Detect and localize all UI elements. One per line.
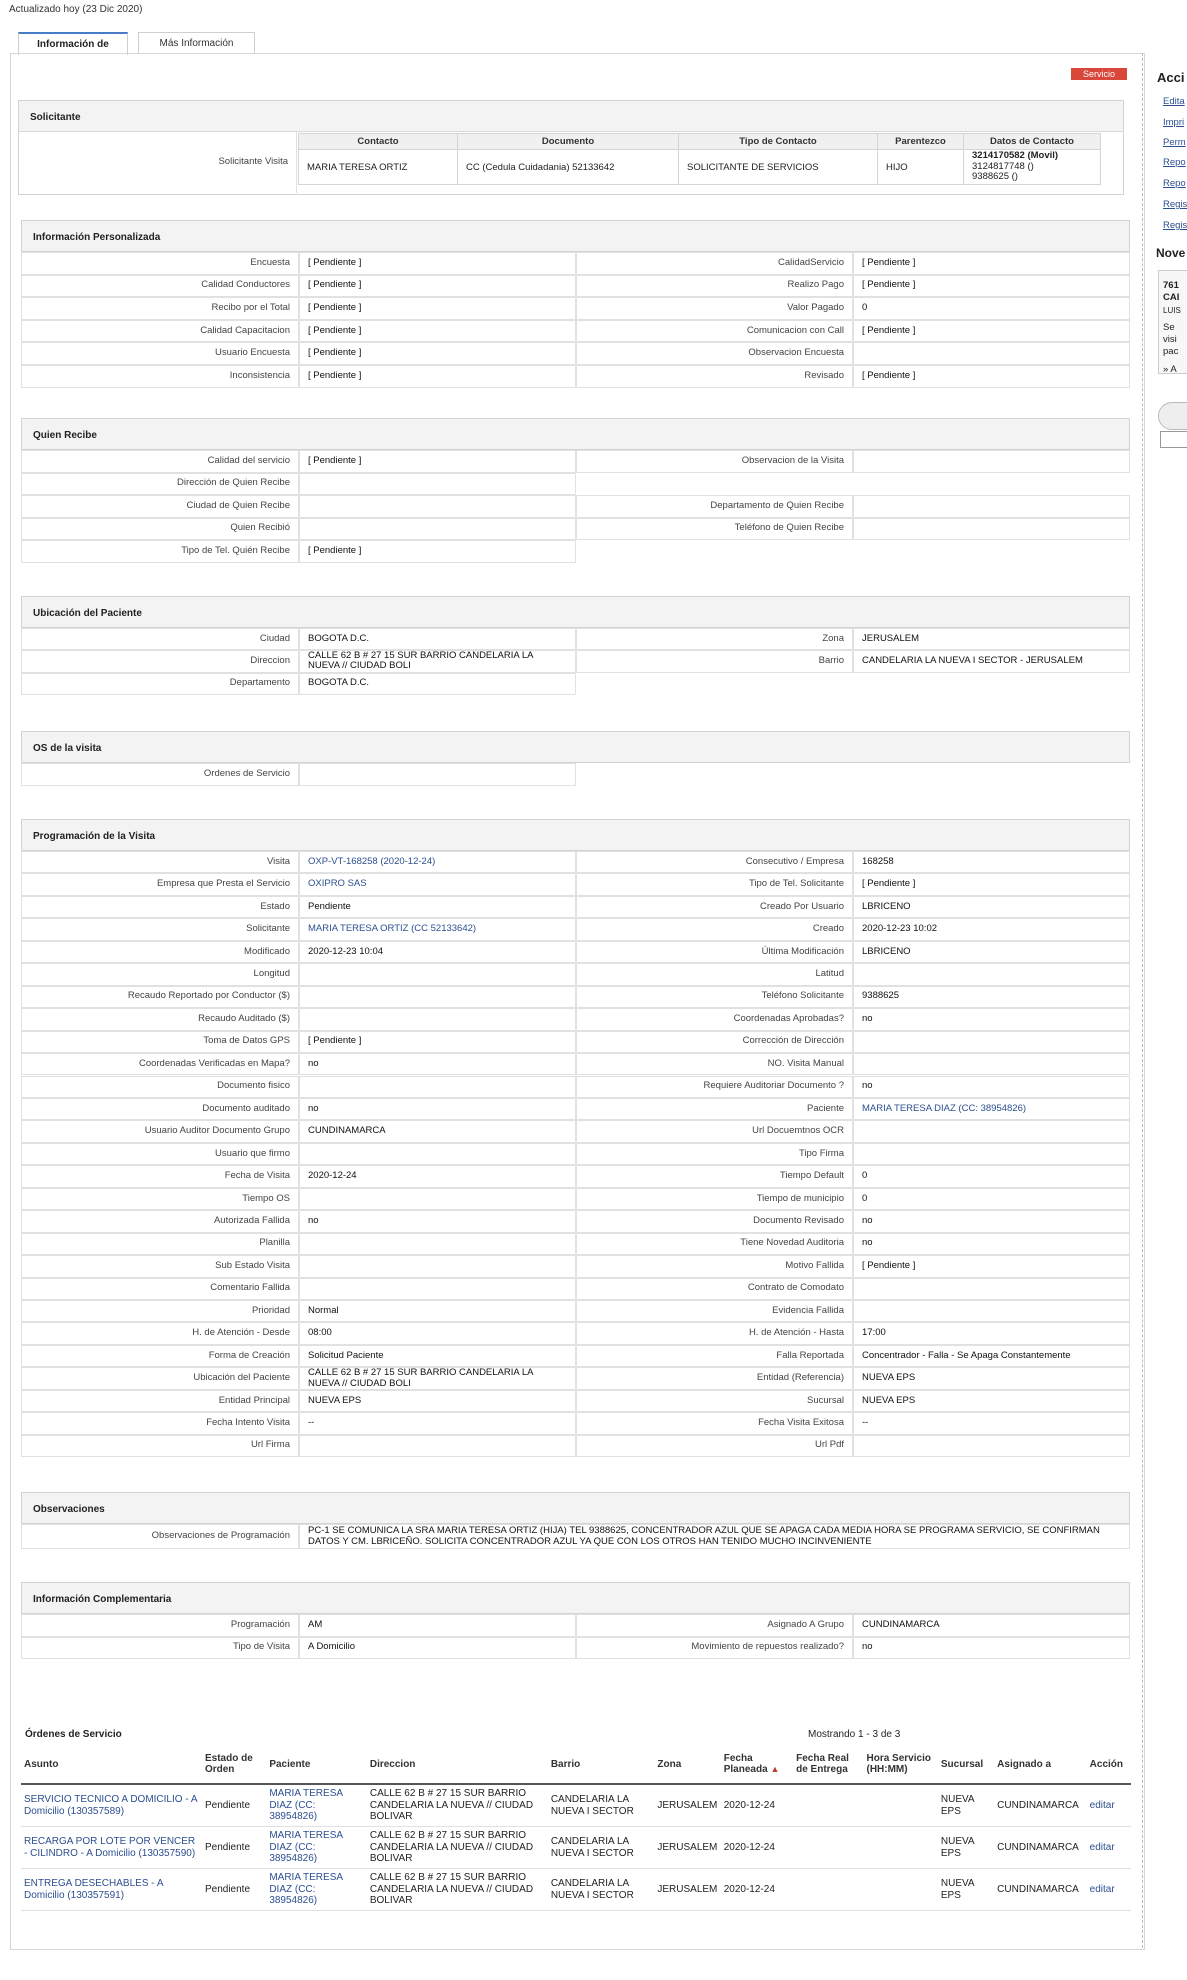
order-asignado-cell: CUNDINAMARCA — [994, 1827, 1086, 1869]
action-link-permisos[interactable]: Perm — [1163, 137, 1186, 148]
field-label: Falla Reportada — [576, 1345, 853, 1367]
updated-text: Actualizado hoy (23 Dic 2020) — [9, 4, 143, 15]
field-value: 168258 — [853, 851, 1130, 873]
col-barrio[interactable]: Barrio — [548, 1745, 655, 1784]
tab-informacion[interactable]: Información de — [18, 32, 128, 55]
field-value: Normal — [299, 1300, 576, 1322]
field-label: Sucursal — [576, 1390, 853, 1412]
col-estado[interactable]: Estado de Orden — [202, 1745, 266, 1784]
field-value: no — [299, 1098, 576, 1120]
field-label: Consecutivo / Empresa — [576, 851, 853, 873]
field-label: Observacion Encuesta — [576, 342, 853, 365]
field-label: Revisado — [576, 365, 853, 388]
order-fecha-cell: 2020-12-24 — [721, 1869, 793, 1911]
field-label: Longitud — [21, 963, 299, 985]
order-real-cell — [793, 1869, 863, 1911]
field-value: [ Pendiente ] — [299, 320, 576, 343]
table-row[interactable] — [21, 1827, 1131, 1869]
field-value: CALLE 62 B # 27 15 SUR BARRIO CANDELARIA LA NUEVA // CIUDAD BOLI — [299, 650, 576, 672]
phone-movil: 3214170582 (Movil) — [972, 150, 1059, 162]
action-link-registro-2[interactable]: Regis — [1163, 220, 1187, 231]
field-value[interactable]: MARIA TERESA ORTIZ (CC 52133642) — [299, 918, 576, 940]
field-value: 08:00 — [299, 1322, 576, 1344]
field-label: Url Firma — [21, 1435, 299, 1457]
field-value: no — [853, 1233, 1130, 1255]
toggle-switch[interactable] — [1158, 402, 1187, 430]
field-value — [853, 518, 1130, 541]
order-estado-cell: Pendiente — [202, 1784, 266, 1827]
field-label: Entidad Principal — [21, 1390, 299, 1412]
section-observaciones — [21, 1492, 1130, 1549]
novedad-text: pac — [1163, 346, 1179, 357]
field-value: [ Pendiente ] — [299, 275, 576, 298]
column-header: Tipo de Contacto — [679, 134, 878, 150]
field-label: Prioridad — [21, 1300, 299, 1322]
order-asignado-cell: CUNDINAMARCA — [994, 1784, 1086, 1827]
field-label: Barrio — [576, 650, 853, 672]
field-label: Coordenadas Aprobadas? — [576, 1008, 853, 1030]
novedades-title: Nove — [1156, 246, 1186, 260]
order-zona-cell: JERUSALEM — [654, 1869, 720, 1911]
order-zona-cell: JERUSALEM — [654, 1784, 720, 1827]
order-accion-cell[interactable]: editar — [1087, 1869, 1131, 1911]
action-link-editar[interactable]: Edita — [1163, 96, 1185, 107]
field-value — [853, 450, 1130, 473]
col-fecha-real[interactable]: Fecha Real de Entrega — [793, 1745, 863, 1784]
field-value: JERUSALEM — [853, 628, 1130, 650]
field-label: Coordenadas Verificadas en Mapa? — [21, 1053, 299, 1075]
table-row[interactable] — [21, 1869, 1131, 1911]
field-value: A Domicilio — [299, 1637, 576, 1660]
field-value[interactable]: MARIA TERESA DIAZ (CC: 38954826) — [853, 1098, 1130, 1120]
field-value: 0 — [853, 1165, 1130, 1187]
field-value: [ Pendiente ] — [299, 540, 576, 563]
field-label: Recaudo Reportado por Conductor ($) — [21, 986, 299, 1008]
column-header: Parentezco — [878, 134, 964, 150]
field-label: Ubicación del Paciente — [21, 1367, 299, 1389]
order-asunto-cell[interactable]: SERVICIO TECNICO A DOMICILIO - A Domicilio (130357589) — [21, 1784, 202, 1827]
field-value — [853, 1300, 1130, 1322]
field-label: Usuario Encuesta — [21, 342, 299, 365]
column-header: Datos de Contacto — [964, 134, 1101, 150]
field-label: Tiempo de municipio — [576, 1188, 853, 1210]
field-label: Recaudo Auditado ($) — [21, 1008, 299, 1030]
field-value: 0 — [853, 1188, 1130, 1210]
field-value — [853, 1278, 1130, 1300]
section-title: Solicitante — [19, 101, 1123, 132]
field-label: Evidencia Fallida — [576, 1300, 853, 1322]
column-header: Contacto — [299, 134, 458, 150]
field-label: Zona — [576, 628, 853, 650]
order-direccion-cell: CALLE 62 B # 27 15 SUR BARRIO CANDELARIA LA NUEVA // CIUDAD BOLIVAR — [367, 1869, 548, 1911]
field-label: Tipo de Tel. Solicitante — [576, 873, 853, 895]
field-label: Teléfono Solicitante — [576, 986, 853, 1008]
field-label: Calidad del servicio — [21, 450, 299, 473]
order-direccion-cell: CALLE 62 B # 27 15 SUR BARRIO CANDELARIA LA NUEVA // CIUDAD BOLIVAR — [367, 1784, 548, 1827]
order-paciente-cell[interactable]: MARIA TERESA DIAZ (CC: 38954826) — [266, 1784, 367, 1827]
solicitante-table — [298, 133, 1101, 185]
field-value: NUEVA EPS — [853, 1390, 1130, 1412]
servicio-badge: Servicio — [1071, 68, 1127, 80]
field-label: H. de Atención - Hasta — [576, 1322, 853, 1344]
field-value: no — [299, 1210, 576, 1232]
section-os-de-la-visita — [21, 731, 1130, 786]
field-label: Observacion de la Visita — [576, 450, 853, 473]
field-value — [299, 963, 576, 985]
order-real-cell — [793, 1827, 863, 1869]
field-label: Fecha Visita Exitosa — [576, 1412, 853, 1434]
section-title: Quien Recibe — [21, 418, 1130, 450]
field-value — [299, 1076, 576, 1098]
order-fecha-cell: 2020-12-24 — [721, 1784, 793, 1827]
datos-contacto-cell — [964, 150, 1101, 185]
field-label: Documento Revisado — [576, 1210, 853, 1232]
section-title: Información Complementaria — [21, 1582, 1130, 1614]
order-sucursal-cell: NUEVA EPS — [938, 1827, 994, 1869]
order-fecha-cell: 2020-12-24 — [721, 1827, 793, 1869]
field-label: Creado Por Usuario — [576, 896, 853, 918]
field-value: BOGOTA D.C. — [299, 628, 576, 650]
field-label: Inconsistencia — [21, 365, 299, 388]
field-label: Tipo de Visita — [21, 1637, 299, 1660]
field-value: [ Pendiente ] — [853, 1255, 1130, 1277]
section-informaci-n-complementaria — [21, 1582, 1130, 1659]
orders-table — [21, 1745, 1131, 1911]
field-value — [299, 763, 576, 786]
field-value — [299, 1233, 576, 1255]
field-value: no — [853, 1076, 1130, 1098]
field-label: Recibo por el Total — [21, 297, 299, 320]
field-label: Ciudad — [21, 628, 299, 650]
section-quien-recibe — [21, 418, 1130, 563]
field-label: Movimiento de repuestos realizado? — [576, 1637, 853, 1660]
field-label: Documento fisico — [21, 1076, 299, 1098]
action-link-registro-1[interactable]: Regis — [1163, 199, 1187, 210]
field-label: Ordenes de Servicio — [21, 763, 299, 786]
field-value: 2020-12-23 10:02 — [853, 918, 1130, 940]
field-value: no — [299, 1053, 576, 1075]
field-label: Paciente — [576, 1098, 853, 1120]
field-value — [853, 963, 1130, 985]
orders-count: Mostrando 1 - 3 de 3 — [808, 1729, 901, 1740]
col-zona[interactable]: Zona — [654, 1745, 720, 1784]
field-label: Asignado A Grupo — [576, 1614, 853, 1637]
action-link-reporte-1[interactable]: Repo — [1163, 157, 1186, 168]
column-header: Documento — [458, 134, 679, 150]
field-value: Solicitud Paciente — [299, 1345, 576, 1367]
field-label: Corrección de Dirección — [576, 1031, 853, 1053]
table-header — [299, 134, 1101, 150]
field-label: Toma de Datos GPS — [21, 1031, 299, 1053]
field-label: Solicitante — [21, 918, 299, 940]
field-value[interactable]: OXP-VT-168258 (2020-12-24) — [299, 851, 576, 873]
field-label: Ciudad de Quien Recibe — [21, 495, 299, 518]
field-label: Calidad Conductores — [21, 275, 299, 298]
section-title: Observaciones — [21, 1492, 1130, 1524]
section-ubicaci-n-del-paciente — [21, 596, 1130, 695]
field-value: CALLE 62 B # 27 15 SUR BARRIO CANDELARIA LA NUEVA // CIUDAD BOLI — [299, 1367, 576, 1389]
field-label: Forma de Creación — [21, 1345, 299, 1367]
field-label: Tiempo Default — [576, 1165, 853, 1187]
novedad-line: CAI — [1163, 292, 1180, 303]
field-label: Autorizada Fallida — [21, 1210, 299, 1232]
field-value — [299, 1188, 576, 1210]
order-hora-cell — [863, 1827, 937, 1869]
field-label: Departamento — [21, 673, 299, 695]
field-label: Realizo Pago — [576, 275, 853, 298]
field-value: [ Pendiente ] — [299, 365, 576, 388]
order-sucursal-cell: NUEVA EPS — [938, 1869, 994, 1911]
order-zona-cell: JERUSALEM — [654, 1827, 720, 1869]
field-value — [853, 1435, 1130, 1457]
col-accion: Acción — [1087, 1745, 1131, 1784]
col-sucursal[interactable]: Sucursal — [938, 1745, 994, 1784]
order-asignado-cell: CUNDINAMARCA — [994, 1869, 1086, 1911]
order-paciente-cell[interactable]: MARIA TERESA DIAZ (CC: 38954826) — [266, 1827, 367, 1869]
section-informaci-n-personalizada — [21, 220, 1130, 388]
field-label: Usuario que firmo — [21, 1143, 299, 1165]
field-value: -- — [853, 1412, 1130, 1434]
field-value: 9388625 — [853, 986, 1130, 1008]
field-value: [ Pendiente ] — [853, 873, 1130, 895]
field-label: Dirección de Quien Recibe — [21, 473, 299, 496]
field-label: CalidadServicio — [576, 252, 853, 275]
field-label: Sub Estado Visita — [21, 1255, 299, 1277]
field-value — [853, 1053, 1130, 1075]
tab-mas-informacion[interactable]: Más Información — [138, 32, 255, 54]
field-label: Tipo de Tel. Quién Recibe — [21, 540, 299, 563]
field-value: [ Pendiente ] — [299, 342, 576, 365]
field-value: [ Pendiente ] — [299, 297, 576, 320]
field-value — [853, 1031, 1130, 1053]
field-label: Comentario Fallida — [21, 1278, 299, 1300]
section-programaci-n-de-la-visita — [21, 819, 1130, 1457]
field-value: LBRICENO — [853, 941, 1130, 963]
field-label: Valor Pagado — [576, 297, 853, 320]
field-label: Última Modificación — [576, 941, 853, 963]
field-value: CANDELARIA LA NUEVA I SECTOR - JERUSALEM — [853, 650, 1130, 672]
field-value — [299, 473, 576, 496]
field-label: Visita — [21, 851, 299, 873]
novedad-more-link[interactable]: » A — [1163, 364, 1177, 375]
field-label: Entidad (Referencia) — [576, 1367, 853, 1389]
field-value — [299, 1278, 576, 1300]
table-row[interactable] — [21, 1784, 1131, 1827]
order-sucursal-cell: NUEVA EPS — [938, 1784, 994, 1827]
order-asunto-cell[interactable]: ENTREGA DESECHABLES - A Domicilio (130357591) — [21, 1869, 202, 1911]
section-title: Programación de la Visita — [21, 819, 1130, 851]
field-value: no — [853, 1637, 1130, 1660]
field-label: Departamento de Quien Recibe — [576, 495, 853, 518]
field-label: Usuario Auditor Documento Grupo — [21, 1120, 299, 1142]
field-label: Documento auditado — [21, 1098, 299, 1120]
novedad-text: visi — [1163, 334, 1177, 345]
field-label: Observaciones de Programación — [21, 1524, 299, 1549]
field-value — [853, 1143, 1130, 1165]
field-value[interactable]: OXIPRO SAS — [299, 873, 576, 895]
actions-title: Acci — [1157, 70, 1185, 85]
order-real-cell — [793, 1784, 863, 1827]
field-label: Contrato de Comodato — [576, 1278, 853, 1300]
tipo-contacto-cell: SOLICITANTE DE SERVICIOS — [679, 150, 878, 185]
field-value: [ Pendiente ] — [853, 275, 1130, 298]
order-hora-cell — [863, 1784, 937, 1827]
note-input[interactable] — [1160, 431, 1187, 448]
field-value — [853, 495, 1130, 518]
field-label: Encuesta — [21, 252, 299, 275]
sort-asc-icon: ▲ — [770, 1764, 780, 1774]
field-value: [ Pendiente ] — [853, 365, 1130, 388]
section-title: Ubicación del Paciente — [21, 596, 1130, 628]
field-label: Solicitante Visita — [19, 132, 297, 193]
field-label: Url Pdf — [576, 1435, 853, 1457]
orders-header — [21, 1745, 1131, 1784]
field-label: Modificado — [21, 941, 299, 963]
phone-3: 9388625 () — [972, 171, 1018, 183]
novedad-id: 761 — [1163, 280, 1179, 291]
field-value: 2020-12-24 — [299, 1165, 576, 1187]
field-value — [299, 1255, 576, 1277]
field-label: Empresa que Presta el Servicio — [21, 873, 299, 895]
phone-2: 3124817748 () — [972, 160, 1034, 172]
field-label: Motivo Fallida — [576, 1255, 853, 1277]
order-direccion-cell: CALLE 62 B # 27 15 SUR BARRIO CANDELARIA LA NUEVA // CIUDAD BOLIVAR — [367, 1827, 548, 1869]
section-title: Información Personalizada — [21, 220, 1130, 252]
order-accion-cell[interactable]: editar — [1087, 1827, 1131, 1869]
field-value: [ Pendiente ] — [853, 320, 1130, 343]
field-value — [299, 518, 576, 541]
order-estado-cell: Pendiente — [202, 1869, 266, 1911]
col-fecha-planeada-label: Fecha Planeada — [723, 1753, 768, 1775]
order-barrio-cell: CANDELARIA LA NUEVA I SECTOR — [548, 1827, 655, 1869]
documento-cell: CC (Cedula Cuidadania) 52133642 — [458, 150, 679, 185]
panel-divider — [1142, 53, 1143, 1948]
field-label: Latitud — [576, 963, 853, 985]
field-value: NUEVA EPS — [299, 1390, 576, 1412]
col-paciente[interactable]: Paciente — [266, 1745, 367, 1784]
field-value: [ Pendiente ] — [299, 450, 576, 473]
field-label: Fecha de Visita — [21, 1165, 299, 1187]
field-label: Quien Recibió — [21, 518, 299, 541]
field-value — [299, 1435, 576, 1457]
field-value: AM — [299, 1614, 576, 1637]
order-barrio-cell: CANDELARIA LA NUEVA I SECTOR — [548, 1869, 655, 1911]
field-value: [ Pendiente ] — [299, 1031, 576, 1053]
order-paciente-cell[interactable]: MARIA TERESA DIAZ (CC: 38954826) — [266, 1869, 367, 1911]
table-row — [299, 150, 1101, 185]
field-label: Planilla — [21, 1233, 299, 1255]
field-label: Direccion — [21, 650, 299, 672]
field-value: no — [853, 1210, 1130, 1232]
contacto-cell: MARIA TERESA ORTIZ — [299, 150, 458, 185]
field-label: Requiere Auditoriar Documento ? — [576, 1076, 853, 1098]
col-hora[interactable]: Hora Servicio (HH:MM) — [863, 1745, 937, 1784]
field-value — [299, 986, 576, 1008]
order-barrio-cell: CANDELARIA LA NUEVA I SECTOR — [548, 1784, 655, 1827]
field-label: Tipo Firma — [576, 1143, 853, 1165]
section-title: OS de la visita — [21, 731, 1130, 763]
field-value: 2020-12-23 10:04 — [299, 941, 576, 963]
novedad-text: Se — [1163, 322, 1175, 333]
field-value — [853, 342, 1130, 365]
field-value: BOGOTA D.C. — [299, 673, 576, 695]
field-value — [299, 1008, 576, 1030]
field-value — [299, 495, 576, 518]
field-value — [853, 1120, 1130, 1142]
field-label: Url Docuemtnos OCR — [576, 1120, 853, 1142]
actions-panel — [1155, 0, 1187, 1980]
action-link-imprimir[interactable]: Impri — [1163, 117, 1185, 128]
field-value: no — [853, 1008, 1130, 1030]
field-label: Tiene Novedad Auditoria — [576, 1233, 853, 1255]
field-value: [ Pendiente ] — [853, 252, 1130, 275]
field-value: 0 — [853, 297, 1130, 320]
field-value: CUNDINAMARCA — [299, 1120, 576, 1142]
action-link-reporte-2[interactable]: Repo — [1163, 178, 1186, 189]
field-value — [299, 1143, 576, 1165]
order-accion-cell[interactable]: editar — [1087, 1784, 1131, 1827]
field-label: Tiempo OS — [21, 1188, 299, 1210]
col-asunto[interactable]: Asunto — [21, 1745, 202, 1784]
field-label: Creado — [576, 918, 853, 940]
field-label: Teléfono de Quien Recibe — [576, 518, 853, 541]
field-value: LBRICENO — [853, 896, 1130, 918]
field-label: Fecha Intento Visita — [21, 1412, 299, 1434]
field-label: Programación — [21, 1614, 299, 1637]
field-label: Calidad Capacitacion — [21, 320, 299, 343]
col-asignado[interactable]: Asignado a — [994, 1745, 1086, 1784]
field-value: CUNDINAMARCA — [853, 1614, 1130, 1637]
novedad-user: LUIS — [1163, 306, 1181, 315]
field-value: 17:00 — [853, 1322, 1130, 1344]
field-label: NO. Visita Manual — [576, 1053, 853, 1075]
orders-title: Órdenes de Servicio — [25, 1729, 122, 1740]
order-estado-cell: Pendiente — [202, 1827, 266, 1869]
field-value: PC-1 SE COMUNICA LA SRA MARIA TERESA ORTIZ (HIJA) TEL 9388625, CONCENTRADOR AZUL QUE SE APAGA CADA MEDIA HORA SE PROGRAMA SERVICIO, SE CONFIRMAN DATOS Y CM. LBRICEÑO. SOLICITA CONCENTRADOR AZUL YA QUE CON LOS OTROS HAN TENIDO MUCHO INCINVENIENTE — [299, 1524, 1130, 1549]
field-label: H. de Atención - Desde — [21, 1322, 299, 1344]
field-value: [ Pendiente ] — [299, 252, 576, 275]
field-label: Comunicacion con Call — [576, 320, 853, 343]
field-value: Concentrador - Falla - Se Apaga Constantemente — [853, 1345, 1130, 1367]
field-label: Estado — [21, 896, 299, 918]
field-value: Pendiente — [299, 896, 576, 918]
field-value: NUEVA EPS — [853, 1367, 1130, 1389]
col-fecha-planeada[interactable] — [721, 1745, 793, 1784]
field-value: -- — [299, 1412, 576, 1434]
order-asunto-cell[interactable]: RECARGA POR LOTE POR VENCER - CILINDRO - A Domicilio (130357590) — [21, 1827, 202, 1869]
parentezco-cell: HIJO — [878, 150, 964, 185]
order-hora-cell — [863, 1869, 937, 1911]
col-direccion[interactable]: Direccion — [367, 1745, 548, 1784]
